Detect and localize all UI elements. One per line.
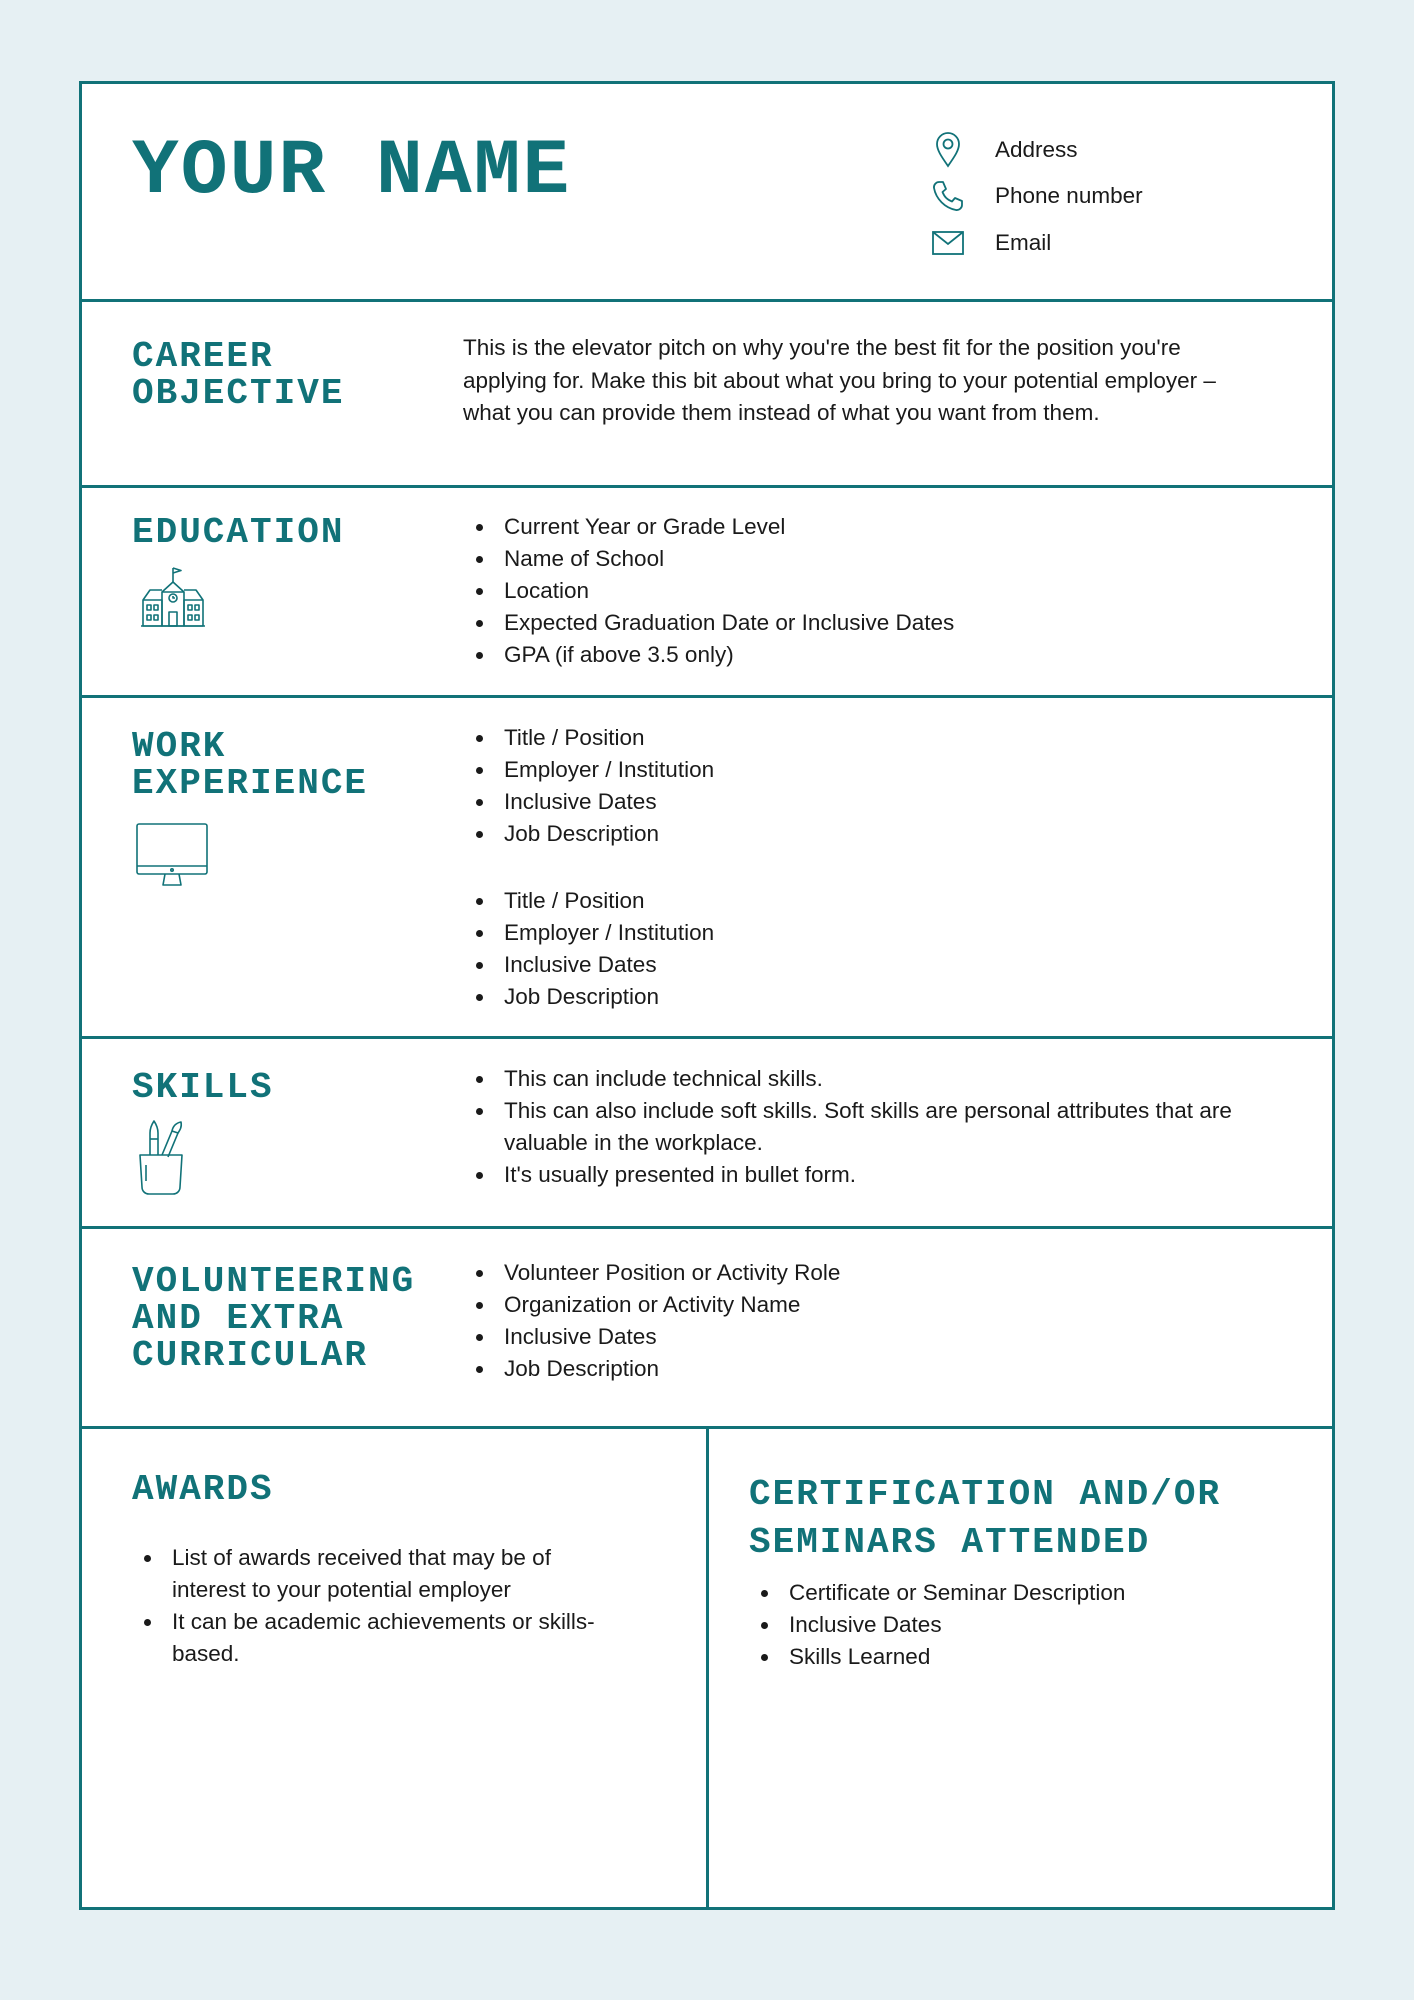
list-item: Inclusive Dates [464,949,1272,981]
address-text: Address [995,137,1078,162]
contact-address [928,130,1078,170]
list-item: This can also include soft skills. Soft skills are personal attributes that are valuable in the workplace. [464,1095,1272,1159]
list-item: Inclusive Dates [464,1321,1272,1353]
phone-text: Phone number [995,183,1143,208]
list-item: Title / Position [464,722,1272,754]
list-item: Location [464,575,1272,607]
list-item: Current Year or Grade Level [464,511,1272,543]
awards-list [132,1542,622,1670]
paintbrush-cup-icon [136,1119,186,1195]
volunteering-section [82,1229,1332,1429]
list-item: It can be academic achievements or skills-based. [132,1606,622,1670]
list-item: Inclusive Dates [749,1609,1125,1641]
contact-email [928,223,1052,263]
education-list [464,511,1272,671]
header-section [82,84,1332,302]
list-item: Inclusive Dates [464,786,1272,818]
skills-section [82,1039,1332,1229]
envelope-icon [928,231,968,255]
career-objective-heading: CAREER OBJECTIVE [132,336,345,414]
contact-phone [928,176,1143,216]
page-title: YOUR NAME [132,128,572,216]
career-objective-section [82,302,1332,488]
resume-page [79,81,1335,1910]
list-item: Job Description [464,981,1272,1013]
list-item: Skills Learned [749,1641,1125,1673]
list-item: Job Description [464,1353,1272,1385]
school-building-icon [140,564,206,630]
volunteering-heading: VOLUNTEERING AND EXTRA CURRICULAR [132,1261,416,1376]
skills-heading: SKILLS [132,1067,274,1108]
awards-heading: AWARDS [132,1469,274,1510]
list-item: Employer / Institution [464,754,1272,786]
list-item: Job Description [464,818,1272,850]
map-pin-icon [928,132,968,168]
certification-section [709,1429,1332,1907]
list-item: GPA (if above 3.5 only) [464,639,1272,671]
skills-list [464,1063,1272,1191]
list-item: It's usually presented in bullet form. [464,1159,1272,1191]
list-item: Volunteer Position or Activity Role [464,1257,1272,1289]
awards-section [82,1429,706,1907]
list-item: Title / Position [464,885,1272,917]
bottom-section [82,1429,1332,1907]
certification-heading: CERTIFICATION AND/OR SEMINARS ATTENDED [749,1474,1222,1563]
list-item: Organization or Activity Name [464,1289,1272,1321]
education-heading: EDUCATION [132,512,345,553]
list-item: Employer / Institution [464,917,1272,949]
list-item: This can include technical skills. [464,1063,1272,1095]
work-entry-1 [464,722,1272,850]
list-item: Certificate or Seminar Description [749,1577,1125,1609]
work-experience-section [82,698,1332,1039]
phone-icon [928,180,968,212]
list-item: Expected Graduation Date or Inclusive Dates [464,607,1272,639]
career-objective-text: This is the elevator pitch on why you're the best fit for the position you're applying for. Make this bit about what you bring to your potential employer – what you can provide them instead of what you want from them. [463,335,1216,425]
computer-monitor-icon [135,822,209,890]
work-entry-2 [464,885,1272,1013]
list-item: List of awards received that may be of interest to your potential employer [132,1542,622,1606]
list-item: Name of School [464,543,1272,575]
work-experience-heading: WORK EXPERIENCE [132,726,369,804]
volunteering-list [464,1257,1272,1385]
education-section [82,488,1332,698]
email-text: Email [995,230,1052,255]
certification-list [749,1577,1125,1673]
